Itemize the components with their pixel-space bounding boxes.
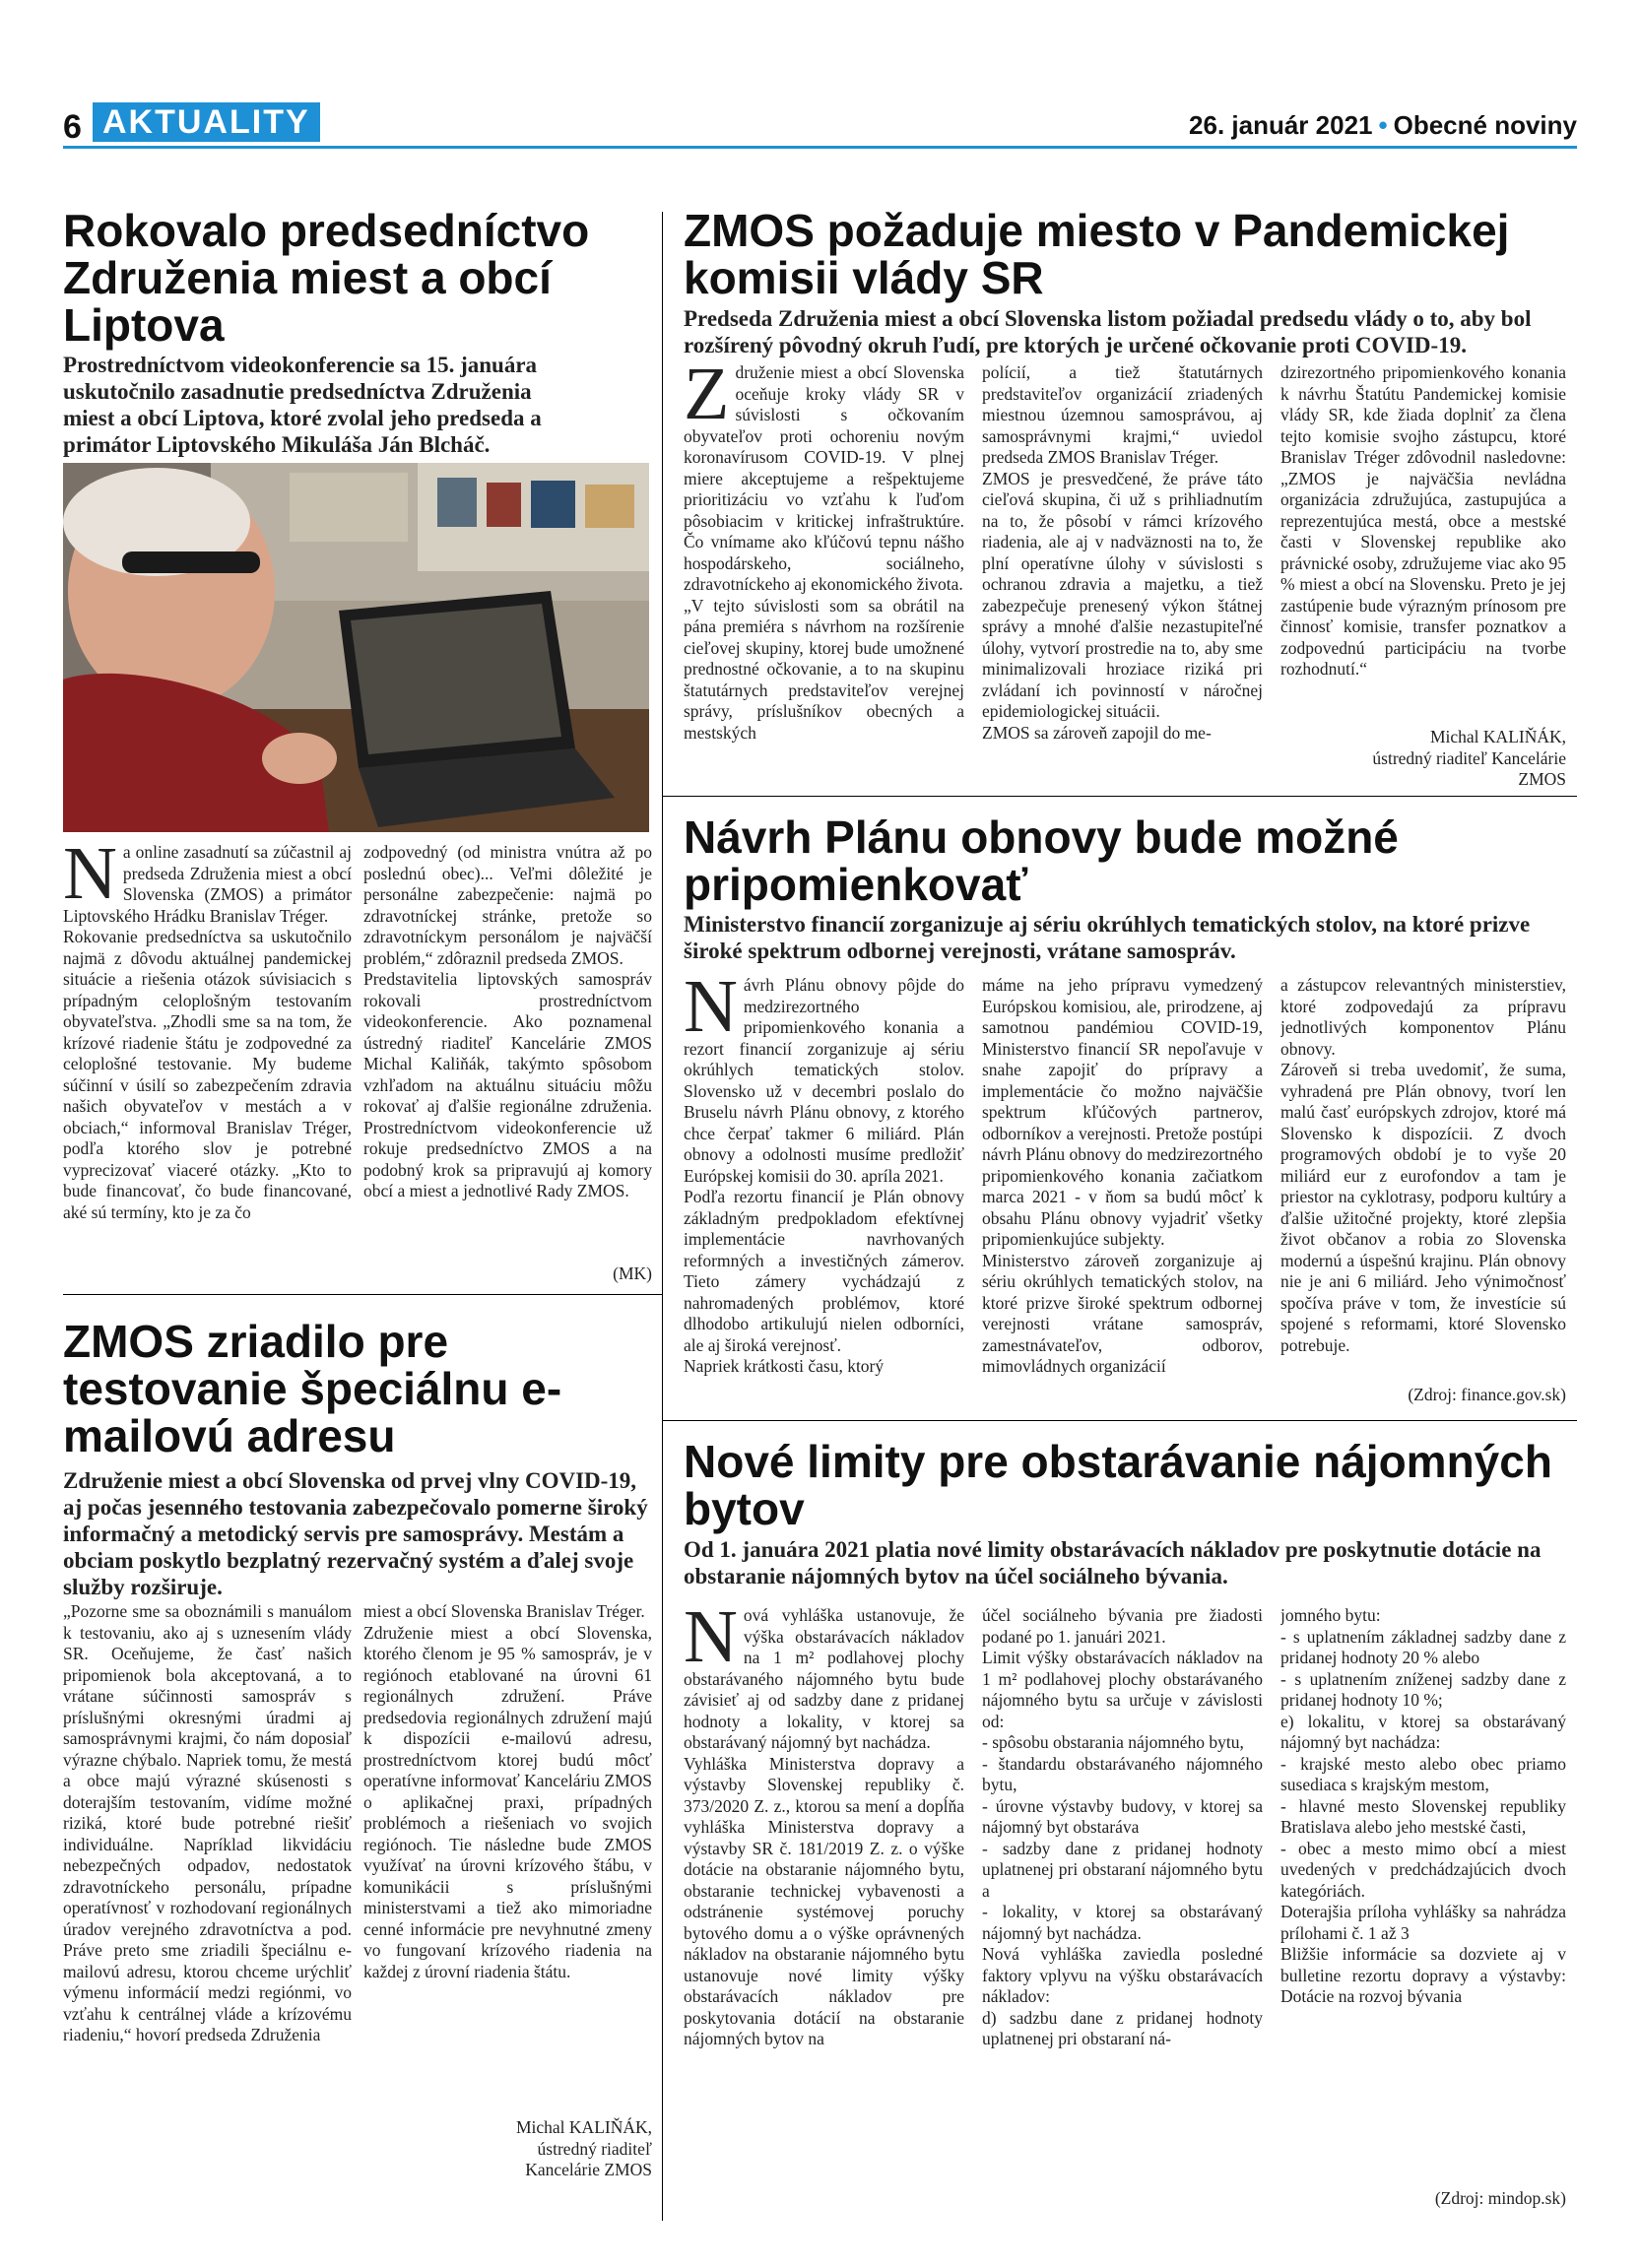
article-lead: Združenie miest a obcí Slovenska od prvej vlny COVID-19, aj počas jesenného testovania zabezpečovalo pomerne široký informačný a metodický servis pre samosprávy. Mestám a obciam poskytlo bezplatný rezervačný systém a ďalej svoje služby rozširuje.	[63, 1468, 648, 1599]
article-lead: Prostredníctvom videokonferencie sa 15. januára uskutočnilo zasadnutie predsedníctva Združenia miest a obcí Liptova, ktoré zvolal jeho predseda a primátor Liptovského Mikuláša Ján Blcháč.	[63, 353, 542, 457]
article-body-column: miest a obcí Slovenska Branislav Tréger. Združenie miest a obcí Slovenska, ktorého členom je 95 % samospráv, je v regiónoch etablované na úrovni 61 regionálnych združení. Práve predsedovia regionálnych združení majú k dispozícii e-mailovú adresu, prostredníctvom ktorej budú môcť operatívne informovať Kanceláriu ZMOS o aplikačnej praxi, prípadných problémoch a riešeniach vo svojich regiónoch. Tie následne bude ZMOS využívať na úrovni krízového štábu, v komunikácii s príslušnými ministerstvami a tiež ako mimoriadne cenné informácie pre nevyhnutné zmeny vo fungovaní krízového riadenia na každej z úrovní riadenia štátu.	[363, 1601, 652, 1981]
article-signature: Michal KALIŇÁK, ústredný riaditeľ Kancelárie ZMOS	[1372, 727, 1566, 789]
article-signature: (Zdroj: finance.gov.sk)	[1408, 1385, 1566, 1404]
article-title: Návrh Plánu obnovy bude možné pripomienkovať	[684, 811, 1399, 910]
article-title: Nové limity pre obstarávanie nájomných bytov	[684, 1436, 1552, 1534]
column-divider	[662, 212, 663, 2221]
article-body-column: „Pozorne sme sa oboznámili s manuálom k testovaniu, ako aj s uznesením vlády SR. Oceňujeme, že časť našich pripomienok bola akceptovaná, a to vrátane súčinnosti samospráv s príslušnými okresnými úradmi aj samosprávnymi krajmi, čo nám doposiaľ výrazne chýbalo. Napriek tomu, že mestá a obce majú výrazné skúsenosti s doterajším testovaním, vidíme možné riziká, ktoré bude potrebné riešiť individuálne. Napríklad likvidáciu nebezpečných odpadov, nedostatok zdravotníckeho personálu, prípadne operatívnosť v rozhodovaní regionálnych úradov verejného zdravotníctva a pod. Práve preto sme zriadili špeciálnu e-mailovú adresu, ktorou chceme urýchliť výmenu informácií medzi regiónmi, vo vzťahu k centrálnej vláde a krízovému riadeniu,“ hovorí predseda Združenia	[63, 1601, 352, 2044]
column-text: a online zasadnutí sa zúčastnil aj predseda Združenia miest a obcí Slovenska (ZMOS) a primátor Liptovského Hrádku Branislav Tréger. Rokovanie predsedníctva sa uskutočnilo najmä z dôvodu aktuálnej pandemickej situácie a riešenia otázok súvisiacich s prípadným celoplošným testovaním obyvateľstva. „Zhodli sme sa na tom, že krízové riadenie štátu je zodpovedné za celoplošné testovanie. My budeme súčinní v úsilí so zabezpečením zdravia našich obyvateľov v mestách a v obciach,“ informoval Branislav Tréger, podľa ktorého slov je potrebné vyprecizovať viaceré otázky. „Kto to bude financovať, čo bude financované, aké sú termíny, kto je za čo	[63, 842, 352, 1222]
article-signature: Michal KALIŇÁK, ústredný riaditeľ Kancelárie ZMOS	[515, 2117, 652, 2179]
article-body-column: účel sociálneho bývania pre žiadosti podané po 1. januári 2021. Limit výšky obstarávacích nákladov na 1 m² podlahovej plochy obstarávaného nájomného bytu sa určuje v závislosti od: - spôsobu obstarania nájomného bytu, - štandardu obstarávaného nájomného bytu, - úrovne výstavby budovy, v ktorej sa nájomný byt obstaráva - sadzby dane z pridanej hodnoty uplatnenej pri obstaraní nájomného bytu a - lokality, v ktorej sa obstarávaný nájomný byt nachádza. Nová vyhláška zaviedla posledné faktory vplyvu na výšku obstarávacích nákladov: d) sadzbu dane z pridanej hodnoty uplatnenej pri obstaraní ná-	[982, 1605, 1263, 2048]
article-lead: Ministerstvo financií zorganizuje aj sériu okrúhlych tematických stolov, na ktoré prizve široké spektrum odbornej verejnosti, vrátane samospráv.	[684, 912, 1531, 963]
drop-cap: N	[684, 1605, 738, 1678]
drop-cap: N	[684, 975, 738, 1048]
drop-cap: N	[63, 842, 117, 915]
section-label: AKTUALITY	[93, 102, 320, 142]
article-body-column: jomného bytu: - s uplatnením základnej sadzby dane z pridanej hodnoty 20 % alebo - s uplatnením zníženej sadzby dane z pridanej hodnoty 10 %; e) lokalitu, v ktorej sa obstarávaný nájomný byt nachádza: - krajské mesto alebo obec priamo susediaca s krajským mestom, - hlavné mesto Slovenskej republiky Bratislava alebo jeho mestské časti, - obec a mesto mimo obcí a miest uvedených v predchádzajúcich dvoch kategóriách. Doterajšia príloha vyhlášky sa nahrádza prílohami č. 1 až 3 Bližšie informácie sa dozviete aj v bulletine rezortu dopravy a výstavby: Dotácie na rozvoj bývania	[1280, 1605, 1566, 2006]
page-header	[63, 102, 1577, 149]
article-body-column	[684, 1605, 964, 2221]
article-title: ZMOS zriadilo pre testovanie špeciálnu e-mailovú adresu	[63, 1316, 562, 1461]
column-text: ová vyhláška ustanovuje, že výška obstarávacích nákladov na 1 m² podlahovej plochy obstarávaného nájomného bytu bude závisieť aj od sadzby dane z pridanej hodnoty a lokality, v ktorej sa obstarávaný nájomný byt nachádza. Vyhláška Ministerstva dopravy a výstavby Slovenskej republiky č. 373/2020 Z. z., ktorou sa mení a dopĺňa vyhláška Ministerstva dopravy a výstavby SR č. 181/2019 Z. z. o výške dotácie na obstaranie nájomného bytu, obstaranie technickej vybavenosti a odstránenie systémovej poruchy bytového domu a o výške oprávnených nákladov na obstaranie nájomného bytu ustanovuje nové limity výšky obstarávacích nákladov pre poskytovania dotácií na obstaranie nájomných bytov na	[684, 1605, 964, 2048]
article-title: Rokovalo predsedníctvo Združenia miest a obcí Liptova	[63, 205, 590, 351]
article-body-column: máme na jeho prípravu vymedzený Európskou komisiou, ale, prirodzene, aj samotnou pandémiou COVID-19, Ministerstvo financií SR nepoľavuje v snahe zapojiť do prípravy a implementácie čo možno najväčšie spektrum kľúčových partnerov, odborníkov a verejnosti. Pretože postúpi návrh Plánu obnovy do medzirezortného pripomienkového konania začiatkom marca 2021 - v ňom sa budú môcť k obsahu Plánu obnovy vyjadriť všetky pripomienkujúce subjekty. Ministerstvo zároveň zorganizuje aj sériu okrúhlych tematických stolov, na ktoré prizve široké spektrum odbornej verejnosti vrátane samospráv, zamestnávateľov, odborov, mimovládnych organizácií	[982, 975, 1263, 1376]
article-divider	[63, 1294, 662, 1295]
article-body-column: zodpovedný (od ministra vnútra až po poslednú obec)... Veľmi dôležité je personálne zabezpečenie: najmä po zdravotníckej stránke, pretože so zdravotníckym personálom je najväčší problém,“ zdôraznil predseda ZMOS. Predstavitelia liptovských samospráv rokovali prostredníctvom videokonferencie. Ako poznamenal ústredný riaditeľ Kancelárie ZMOS Michal Kaliňák, takýmto spôsobom vzhľadom na aktuálnu situáciu môžu rokovať aj ďalšie regionálne združenia. Prostredníctvom videokonferencie už rokuje predsedníctvo ZMOS a na podobný krok sa pripravujú aj komory obcí a miest a jednotlivé Rady ZMOS.	[363, 842, 652, 1200]
article-body-column: polícií, a tiež štatutárnych predstaviteľov organizácií zriadených miestnou územnou samosprávou, aj samosprávnymi krajmi,“ uviedol predseda ZMOS Branislav Tréger. ZMOS je presvedčené, že práve táto cieľová skupina, či už s prihliadnutím na to, že pôsobí v rámci krízového riadenia, ale aj v nadväznosti na to, že plní operatívne úlohy v súvislosti s ochranou zdravia a majetku, a tiež zabezpečuje prenesený výkon štátnej správy a mnohé ďalšie nezastupiteľné úlohy, vytvorí prostredie na to, aby sme minimalizovali hroziace riziká pri zvládaní ich povinností v náročnej epidemiologickej situácii. ZMOS sa zároveň zapojil do me-	[982, 362, 1263, 743]
article-signature: (Zdroj: mindop.sk)	[1434, 2188, 1566, 2208]
article-signature: (MK)	[613, 1264, 652, 1283]
page-number: 6	[63, 108, 82, 146]
article-lead: Predseda Združenia miest a obcí Slovenska listom požiadal predsedu vlády o to, aby bol rozšírený pôvodný okruh ľudí, pre ktorých je určené očkovanie proti COVID-19.	[684, 306, 1532, 357]
issue-date: 26. január 2021	[1189, 110, 1373, 140]
issue-info	[1189, 110, 1577, 141]
article-body-column	[63, 842, 352, 1285]
drop-cap: Z	[684, 362, 730, 435]
article-divider	[662, 1420, 1577, 1421]
article-divider	[662, 796, 1577, 797]
column-text: ávrh Plánu obnovy pôjde do medzirezortného pripomienkového konania a rezort financií zorganizuje aj sériu okrúhlych tematických stolov. Slovensko už v decembri poslalo do Bruselu návrh Plánu obnovy, z ktorého chce čerpať takmer 6 miliárd. Plán obnovy a odolnosti musíme predložiť Európskej komisii do 30. apríla 2021. Podľa rezortu financií je Plán obnovy základným predpokladom efektívnej implementácie navrhovaných reformných a investičných zámerov. Tieto zámery vychádzajú z nahromadených problémov, ktoré dlhodobo artikulujú nielen odborníci, ale aj široká verejnosť. Napriek krátkosti času, ktorý	[684, 975, 964, 1376]
article-title: ZMOS požaduje miesto v Pandemickej komisii vlády SR	[684, 205, 1510, 303]
article-body-column: a zástupcov relevantných ministerstiev, ktoré zodpovedajú za prípravu jednotlivých komponentov Plánu obnovy. Zároveň si treba uvedomiť, že suma, vyhradená pre Plán obnovy, tvorí len malú časť európskych zdrojov, ktoré má Slovensko k dispozícii. Z dvoch programových období je to vyše 20 miliárd eur z eurofondov a tam je priestor na cyklotrasy, podporu kultúry a ďalšie užitočné projekty, ktoré zlepšia život občanov a robia zo Slovenska modernú a úspešnú krajinu. Plán obnovy nie je ani 6 miliárd. Jeho výnimočnosť spočíva práve v tom, že investície sú spojené s reformami, ktoré Slovensko potrebuje.	[1280, 975, 1566, 1355]
publication-name: Obecné noviny	[1393, 110, 1577, 140]
separator-dot: •	[1378, 110, 1388, 140]
meeting-photo	[63, 463, 649, 832]
photo-illustration	[63, 463, 649, 832]
column-text: druženie miest a obcí Slovenska oceňuje kroky vlády SR v súvislosti s očkovaním obyvateľov proti ochoreniu novým koronavírusom COVID-19. V plnej miere akceptujeme a rešpektujeme prioritizáciu vo vzťahu k ľuďom pôsobiacim v kritickej infraštruktúre. Čo vnímame ako kľúčovú tepnu nášho hospodárskeho, sociálneho, zdravotníckeho aj ekonomického života. „V tejto súvislosti som sa obrátil na pána premiéra s návrhom na rozšírenie cieľovej skupiny, ktorej bude umožnené prednostné očkovanie, a to na skupinu štatutárnych predstaviteľov verejnej správy, príslušníkov obecných a mestských	[684, 362, 964, 743]
article-lead: Od 1. januára 2021 platia nové limity obstarávacích nákladov pre poskytnutie dotácie na obstaranie nájomných bytov na účel sociálneho bývania.	[684, 1537, 1542, 1588]
article-body-column	[684, 362, 964, 786]
article-body-column: dzirezortného pripomienkového konania k návrhu Štatútu Pandemickej komisie vlády SR, kde žiada doplniť za člena tejto komisie svojho zástupcu, ktoré Branislav Tréger zdôvodnil nasledovne: „ZMOS je najväčšia nevládna organizácia združujúca, zastupujúca a reprezentujúca mestá, obce a mestské časti v Slovenskej republike ako právnické osoby, združujeme viac ako 95 % miest a obcí na Slovensku. Preto je jej zastúpenie bude výrazným prínosom pre činnosť komisie, transfer poznatkov a zodpovednú participáciu na tvorbe rozhodnutí.“	[1280, 362, 1566, 679]
article-body-column	[684, 975, 964, 1408]
